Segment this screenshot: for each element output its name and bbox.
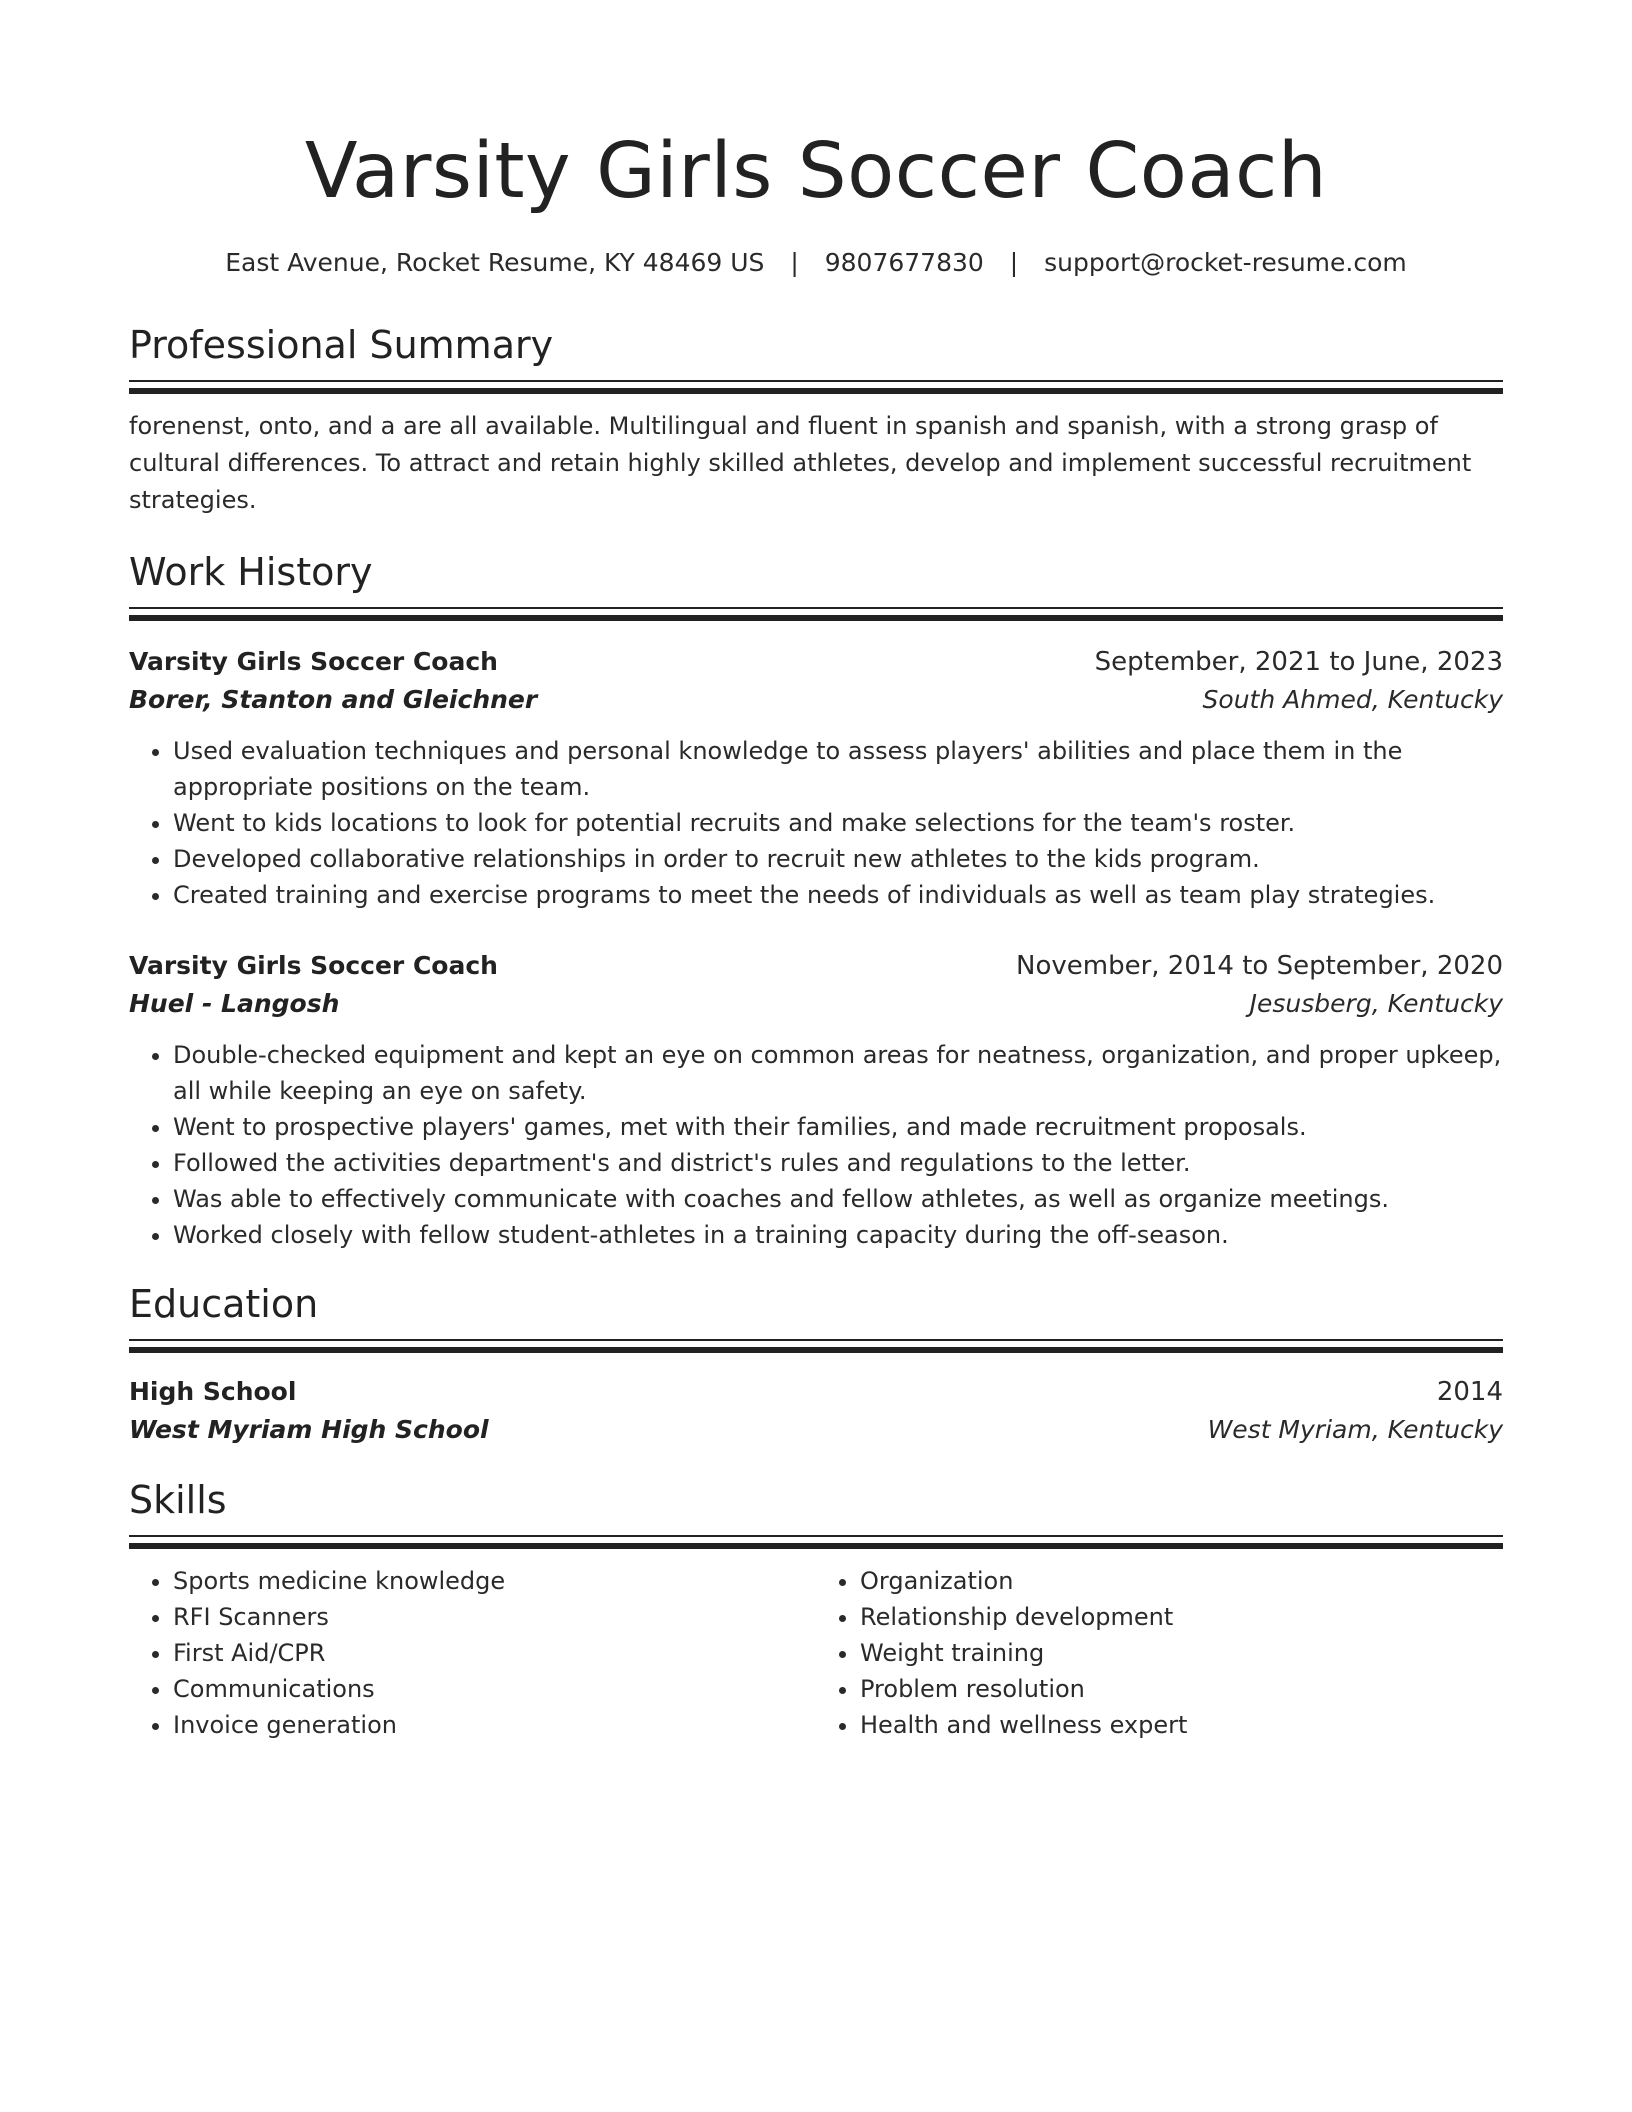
skills-column-left: [129, 1563, 816, 1743]
job-bullet: • Developed collaborative relationships in order to recruit new athletes to the kids program.: [173, 841, 1503, 877]
education-section: [129, 1281, 1503, 1449]
skills-list: [129, 1563, 816, 1743]
job-title: Varsity Girls Soccer Coach: [129, 647, 498, 676]
skill-item: • Organization: [860, 1563, 1503, 1599]
skill-item: • Problem resolution: [860, 1671, 1503, 1707]
summary-section: [129, 322, 1503, 519]
section-divider: [129, 1535, 1503, 1549]
section-title-education: Education: [129, 1282, 319, 1326]
contact-separator: |: [1009, 248, 1019, 277]
job-entry: [129, 643, 1503, 913]
education-school: West Myriam High School: [129, 1415, 489, 1444]
skill-item: • Health and wellness expert: [860, 1707, 1503, 1743]
skill-item: • Sports medicine knowledge: [173, 1563, 816, 1599]
job-bullet: • Went to prospective players' games, met with their families, and made recruitment proposals.: [173, 1109, 1503, 1145]
job-bullet: • Used evaluation techniques and personal knowledge to assess players' abilities and place them in the appropriate positions on the team.: [173, 733, 1503, 805]
contact-address: East Avenue, Rocket Resume, KY 48469 US: [225, 248, 765, 277]
job-company: Borer, Stanton and Gleichner: [129, 685, 538, 714]
job-bullet: • Created training and exercise programs to meet the needs of individuals as well as team play strategies.: [173, 877, 1503, 913]
resume-name: Varsity Girls Soccer Coach: [304, 127, 1328, 216]
job-dates: September, 2021 to June, 2023: [1094, 647, 1503, 677]
job-location: Jesusberg, Kentucky: [1249, 989, 1503, 1018]
skill-item: • Invoice generation: [173, 1707, 816, 1743]
education-entry: [129, 1373, 1503, 1449]
job-entry: [129, 947, 1503, 1253]
job-bullets: [129, 1037, 1503, 1253]
job-bullet: • Double-checked equipment and kept an eye on common areas for neatness, organization, and proper upkeep, all while keeping an eye on safety.: [173, 1037, 1503, 1109]
job-title: Varsity Girls Soccer Coach: [129, 951, 498, 980]
education-degree: High School: [129, 1377, 297, 1406]
summary-text: forenenst, onto, and a are all available. Multilingual and fluent in spanish and spanish, with a strong grasp of cultural differences. To attract and retain highly skilled athletes, develop and implement successful recruitment strategies.: [129, 412, 1472, 514]
job-company: Huel - Langosh: [129, 989, 340, 1018]
contact-line: [129, 246, 1503, 280]
skills-list: [816, 1563, 1503, 1743]
section-title-work-history: Work History: [129, 550, 373, 594]
skill-item: • Communications: [173, 1671, 816, 1707]
section-divider: [129, 607, 1503, 621]
skill-item: • First Aid/CPR: [173, 1635, 816, 1671]
job-bullets: [129, 733, 1503, 913]
skills-column-right: [816, 1563, 1503, 1743]
skill-item: • Relationship development: [860, 1599, 1503, 1635]
job-bullet: • Went to kids locations to look for potential recruits and make selections for the team's roster.: [173, 805, 1503, 841]
work-history-section: [129, 549, 1503, 1253]
education-year: 2014: [1436, 1377, 1503, 1407]
section-title-summary: Professional Summary: [129, 323, 554, 367]
job-bullet: • Followed the activities department's and district's rules and regulations to the letter.: [173, 1145, 1503, 1181]
job-location: South Ahmed, Kentucky: [1202, 685, 1503, 714]
skill-item: • Weight training: [860, 1635, 1503, 1671]
education-location: West Myriam, Kentucky: [1207, 1415, 1503, 1444]
skills-section: [129, 1477, 1503, 1743]
job-bullet: • Worked closely with fellow student-athletes in a training capacity during the off-season.: [173, 1217, 1503, 1253]
section-title-skills: Skills: [129, 1478, 227, 1522]
skill-item: • RFI Scanners: [173, 1599, 816, 1635]
contact-phone: 9807677830: [824, 248, 984, 277]
section-divider: [129, 380, 1503, 394]
section-divider: [129, 1339, 1503, 1353]
job-bullet: • Was able to effectively communicate with coaches and fellow athletes, as well as organize meetings.: [173, 1181, 1503, 1217]
job-dates: November, 2014 to September, 2020: [1016, 951, 1503, 981]
contact-separator: |: [790, 248, 799, 277]
skills-grid: [129, 1563, 1503, 1743]
contact-email: support@rocket-resume.com: [1044, 248, 1407, 277]
